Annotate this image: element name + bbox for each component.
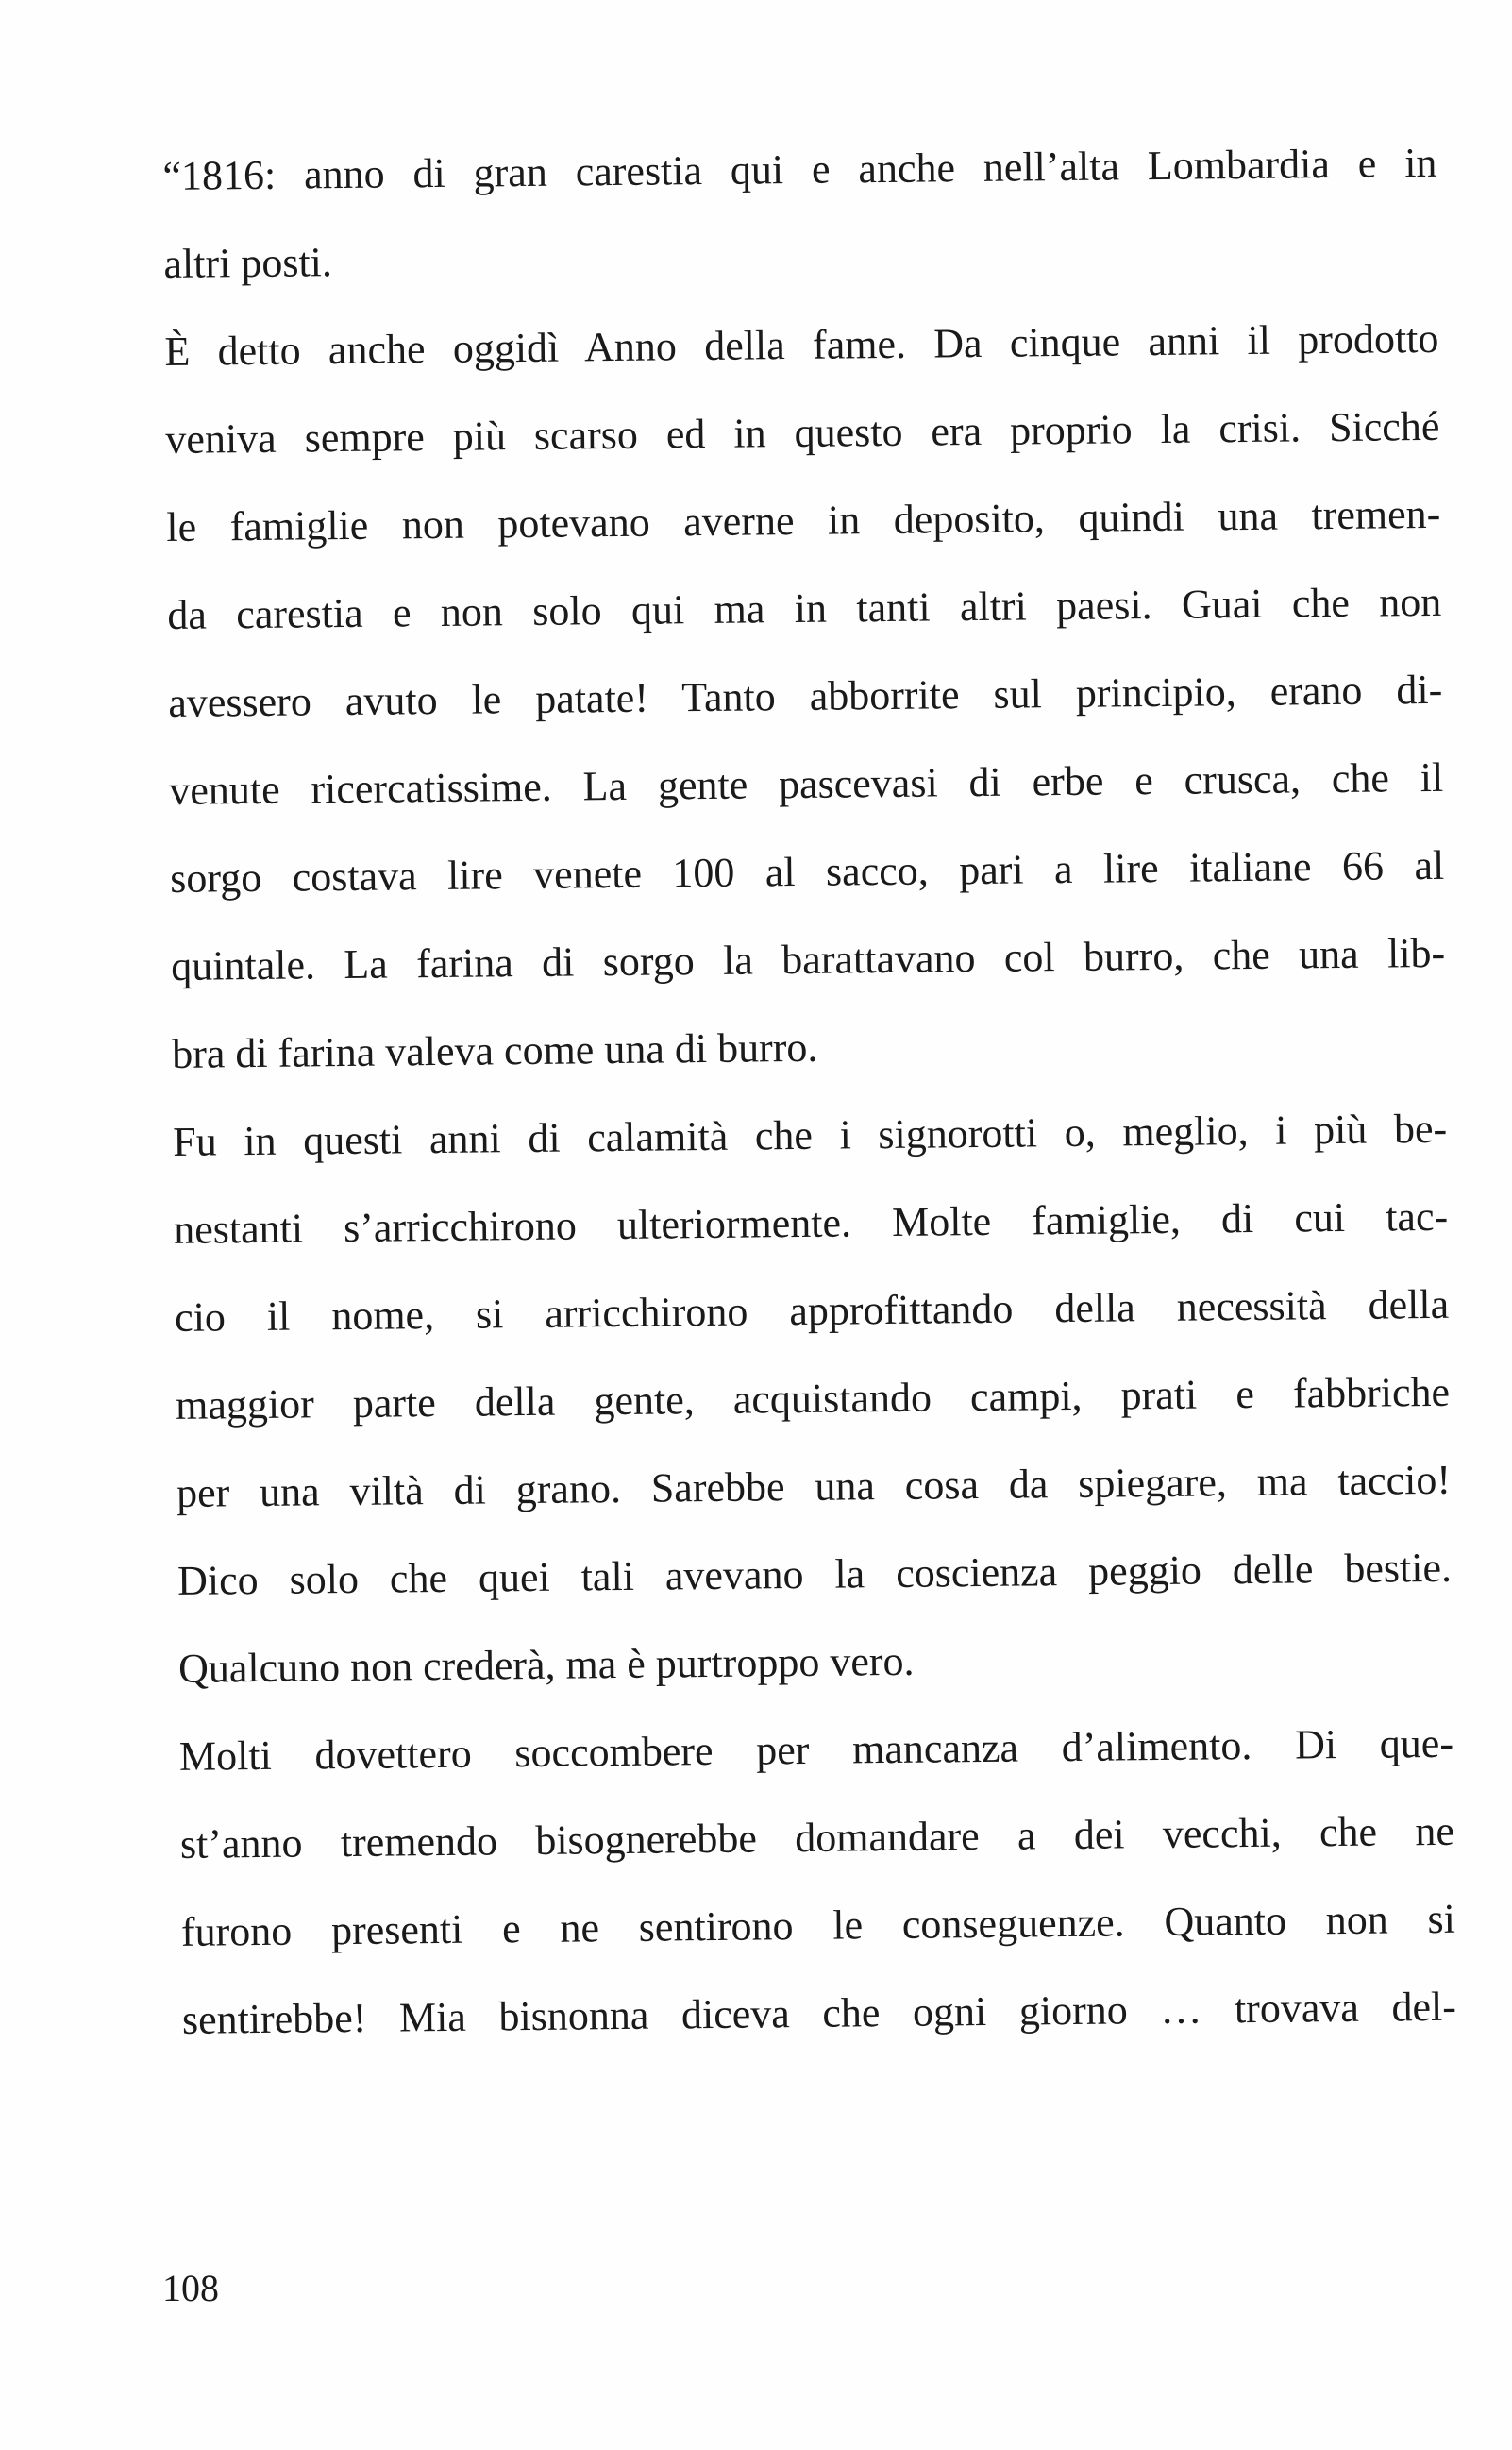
text-line: Molti dovettero soccombere per mancanza d’alimento. Di que- — [178, 1719, 1454, 1780]
page-number: 108 — [162, 2267, 219, 2309]
text-line: È detto anche oggidì Anno della fame. Da cinque anni il prodotto — [164, 314, 1439, 375]
text-line: nestanti s’arricchirono ulteriormente. Molte famiglie, di cui tac- — [173, 1192, 1449, 1253]
text-line: le famiglie non potevano averne in deposito, quindi una tremen- — [166, 490, 1441, 550]
text-line: furono presenti e ne sentirono le conseguenze. Quanto non si — [180, 1895, 1456, 1955]
text-line: Fu in questi anni di calamità che i signorotti o, meglio, i più be- — [172, 1105, 1448, 1165]
text-line: st’anno tremendo bisognerebbe domandare a dei vecchi, che ne — [179, 1807, 1455, 1867]
text-line: avessero avuto le patate! Tanto abborrite sul principio, erano di- — [168, 666, 1443, 726]
text-line: quintale. La farina di sorgo la barattavano col burro, che una lib- — [170, 929, 1446, 989]
text-line: Dico solo che quei tali avevano la coscienza peggio delle bestie. — [176, 1544, 1453, 1604]
text-line: sentirebbe! Mia bisnonna diceva che ogni giorno … trovava del- — [181, 1983, 1457, 2043]
body-text — [162, 119, 1456, 2064]
text-line: maggior parte della gente, acquistando campi, prati e fabbriche — [175, 1368, 1451, 1428]
text-line: da carestia e non solo qui ma in tanti altri paesi. Guai che non — [167, 578, 1442, 638]
text-line: sorgo costava lire venete 100 al sacco, pari a lire italiane 66 al — [170, 841, 1445, 902]
text-line: bra di farina valeva come una di burro. — [171, 1023, 818, 1077]
text-line: cio il nome, si arricchirono approfittando della necessità della — [174, 1280, 1450, 1341]
text-line: “1816: anno di gran carestia qui e anche nell’alta Lombardia e in — [162, 139, 1437, 199]
text-line: Qualcuno non crederà, ma è purtroppo vero. — [177, 1637, 915, 1692]
text-line: venute ricercatissime. La gente pascevasi di erbe e crusca, che il — [169, 753, 1444, 814]
text-line: altri posti. — [163, 239, 333, 287]
text-line: veniva sempre più scarso ed in questo era proprio la crisi. Sicché — [165, 402, 1440, 463]
text-line: per una viltà di grano. Sarebbe una cosa da spiegare, ma taccio! — [176, 1456, 1452, 1516]
